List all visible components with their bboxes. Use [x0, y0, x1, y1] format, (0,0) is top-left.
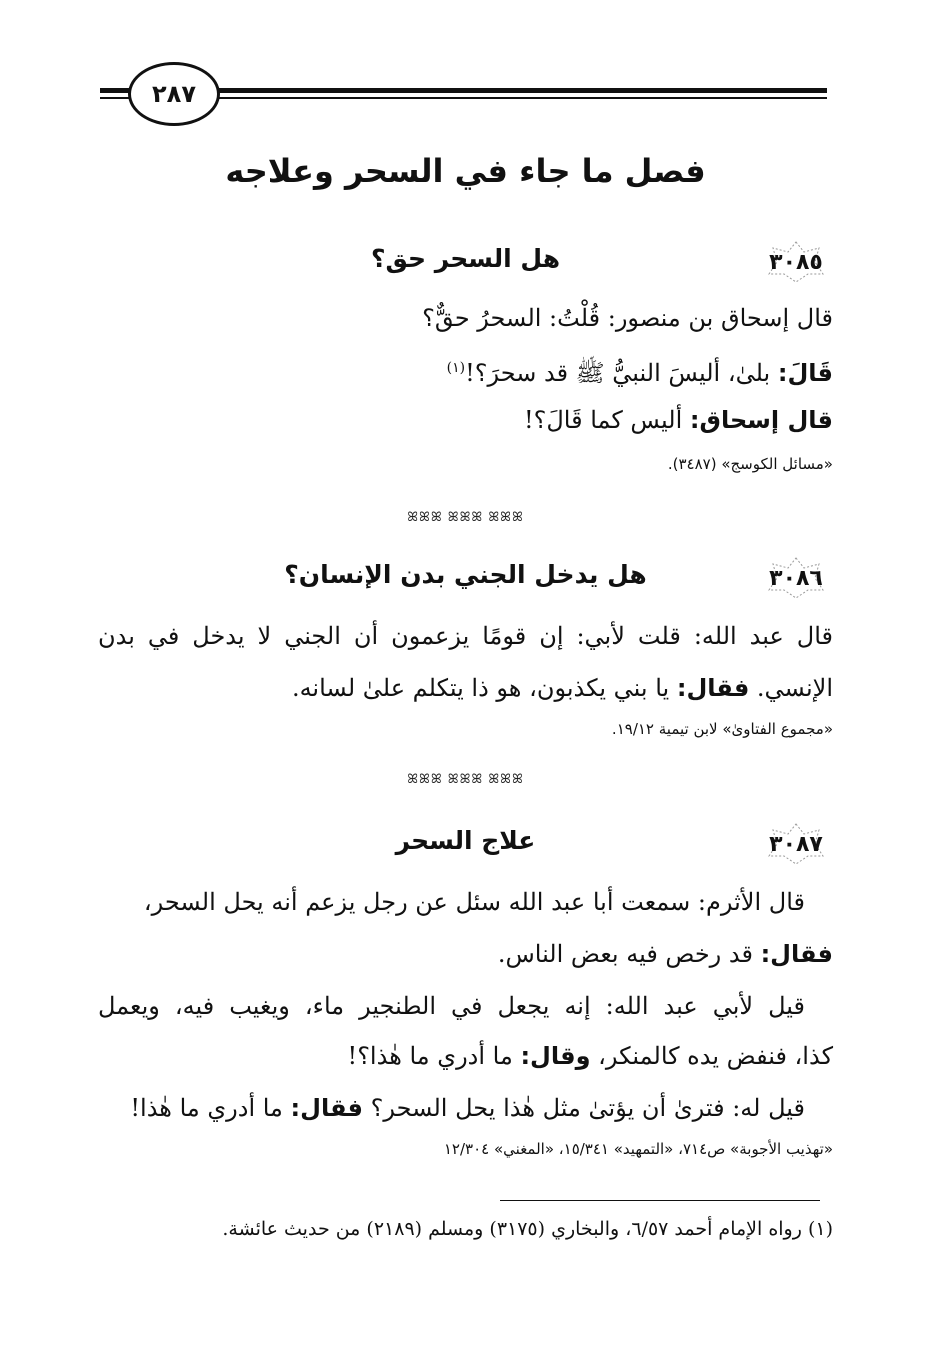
footnote-separator [500, 1200, 820, 1201]
footnote: (١) رواه الإمام أحمد ٦/٥٧، والبخاري (٣١٧٥) ومسلم (٢١٨٩) من حديث عائشة. [222, 1218, 833, 1240]
line-text: بلىٰ، أليسَ النبيُّ ﷺ قد سحرَ؟! [465, 359, 778, 387]
text-line [98, 1036, 833, 1076]
line-text: ما أدري ما هٰذا؟! [347, 1042, 521, 1070]
text-line [98, 400, 833, 440]
line-text: ما أدري ما هٰذا! [130, 1094, 291, 1122]
text-line [98, 668, 833, 708]
speaker-label: فقال: [290, 1094, 363, 1122]
chapter-title: فصل ما جاء في السحر وعلاجه [225, 152, 706, 190]
source-citation: «مجموع الفتاوىٰ» لابن تيمية ١٩/١٢. [611, 720, 833, 738]
line-text: قد رخص فيه بعض الناس. [497, 940, 761, 968]
line-text: يا بني يكذبون، هو ذا يتكلم علىٰ لسانه. [291, 674, 677, 702]
page-number [128, 62, 220, 126]
line-prefix: كذا، فنفض يده كالمنكر، [590, 1042, 833, 1070]
speaker-label: وقال: [520, 1042, 591, 1070]
section-header [98, 240, 833, 284]
speaker-label: قَالَ: [777, 359, 833, 387]
section-title: هل السحر حق؟ [370, 244, 561, 273]
section-number: ٣٠٨٧ [769, 831, 823, 857]
section-title: علاج السحر [395, 826, 536, 855]
speaker-label: فقال: [760, 940, 833, 968]
text-line [98, 934, 833, 974]
line-prefix: الإنسي. [749, 674, 833, 702]
line-text: قال الأثرم: سمعت أبا عبد الله سئل عن رجل يزعم أنه يحل السحر، [143, 888, 805, 916]
speaker-label: فقال: [676, 674, 750, 702]
text-line [98, 616, 833, 656]
section-number: ٣٠٨٦ [769, 565, 823, 591]
section-header [98, 822, 833, 866]
section-title: هل يدخل الجني بدن الإنسان؟ [284, 560, 647, 589]
section-divider-ornament: ꕤꕤꕤ ꕤꕤꕤ ꕤꕤꕤ [407, 772, 524, 787]
section-number: ٣٠٨٥ [769, 249, 823, 275]
section-header [98, 556, 833, 600]
page-header [100, 62, 827, 124]
line-text: قال عبد الله: قلت لأبي: إن قومًا يزعمون أن الجني لا يدخل في بدن [98, 622, 833, 650]
source-citation: «تهذيب الأجوبة» ص٧١٤، «التمهيد» ١٥/٣٤١، «المغني» ١٢/٣٠٤ [443, 1140, 833, 1158]
line-text: قيل لأبي عبد الله: إنه يجعل في الطنجير ماء، ويغيب فيه، ويعمل [98, 992, 805, 1020]
line-prefix: قيل له: فترىٰ أن يؤتىٰ مثل هٰذا يحل السحر؟ [362, 1094, 805, 1122]
speaker-label: قال إسحاق: [689, 406, 833, 434]
page-number-text: ٢٨٧ [152, 80, 196, 108]
text-line [98, 986, 833, 1026]
text-line [98, 882, 833, 922]
text-line [98, 348, 833, 393]
text-line [98, 1088, 833, 1128]
section-divider-ornament: ꕤꕤꕤ ꕤꕤꕤ ꕤꕤꕤ [407, 510, 524, 525]
source-citation: «مسائل الكوسج» (٣٤٨٧). [667, 455, 833, 473]
line-text: أليس كما قَالَ؟! [523, 406, 690, 434]
footnote-ref: (١) [446, 360, 466, 376]
line-text: قال إسحاق بن منصور: قُلْتُ: السحرُ حقٌّ؟ [422, 304, 833, 332]
text-line [98, 298, 833, 338]
